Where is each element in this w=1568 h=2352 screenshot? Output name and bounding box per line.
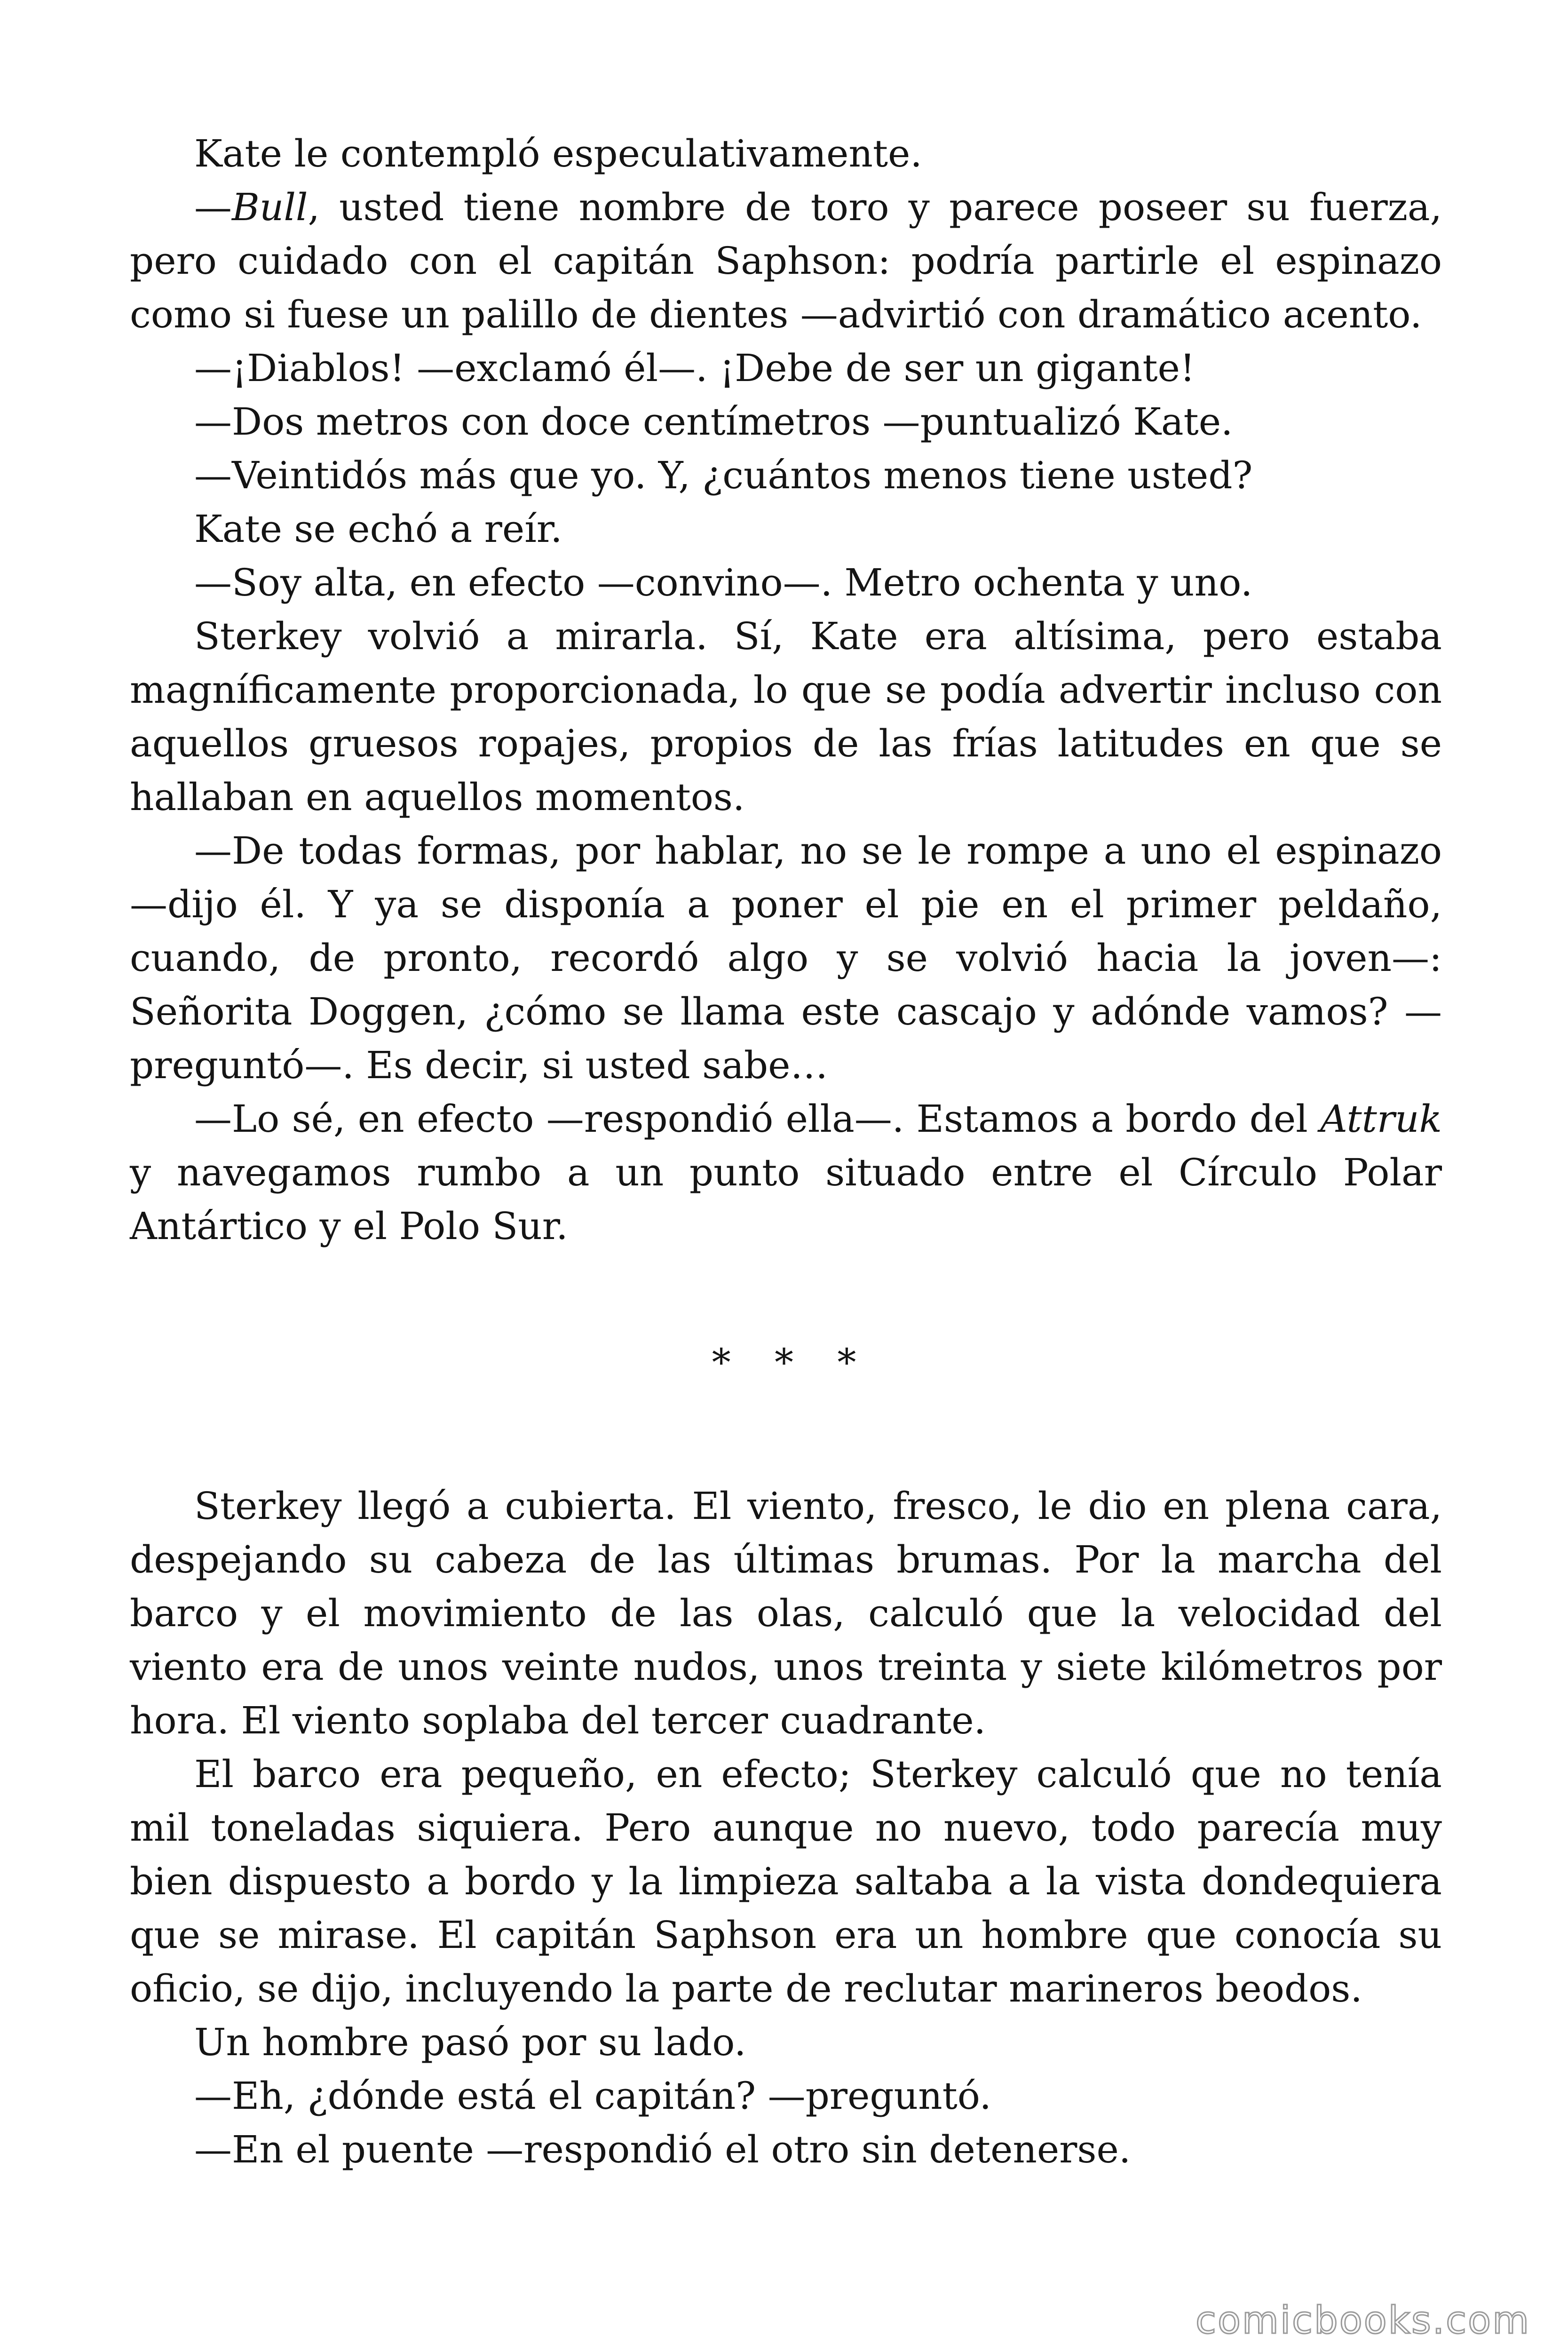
italic-name-bull: Bull [232,185,308,229]
paragraph [130,824,1442,1092]
paragraph-text: El barco era pequeño, en efecto; Sterkey calculó que no tenía mil toneladas siquiera. Pero aunque no nuevo, todo parecía muy bien dispuesto a bordo y la limpieza saltaba a la vista dondequiera que se mirase. El capitán Saphson era un hombre que conocía su oficio, se dijo, incluyendo la parte de reclutar marineros beodos. [130,1752,1442,2010]
text-section-2 [130,1479,1442,2177]
paragraph-text: —De todas formas, por hablar, no se le rompe a uno el espinazo —dijo él. Y ya se disponía a poner el pie en el primer peldaño, cuando, de pronto, recordó algo y se volvió hacia la joven—: Señorita Doggen, ¿cómo se llama este cascajo y adónde vamos? —preguntó—. Es decir, si usted sabe… [130,829,1442,1087]
paragraph [130,1479,1442,1748]
paragraph-text: Kate se echó a reír. [194,507,562,551]
paragraph [130,395,1442,449]
paragraph [130,502,1442,556]
paragraph [130,610,1442,824]
paragraph [130,2123,1442,2177]
paragraph-text: — [194,185,232,229]
paragraph [130,181,1442,342]
paragraph [130,2016,1442,2069]
paragraph-text: —Dos metros con doce centímetros —puntualizó Kate. [194,400,1233,444]
paragraph [130,449,1442,502]
paragraph-text: —Veintidós más que yo. Y, ¿cuántos menos tiene usted? [194,453,1253,497]
paragraph-text: —En el puente —respondió el otro sin detenerse. [194,2128,1131,2171]
paragraph [130,127,1442,181]
paragraph-text: Un hombre pasó por su lado. [194,2020,746,2064]
paragraph-text: y navegamos rumbo a un punto situado entre el Círculo Polar Antártico y el Polo Sur. [130,1151,1442,1248]
paragraph [130,2069,1442,2123]
paragraph [130,1092,1442,1253]
paragraph-text: —¡Diablos! —exclamó él—. ¡Debe de ser un gigante! [194,346,1195,390]
italic-ship-name: Attruk [1320,1097,1442,1141]
paragraph-text: —Eh, ¿dónde está el capitán? —preguntó. [194,2074,991,2118]
paragraph [130,556,1442,610]
paragraph-text: Kate le contempló especulativamente. [194,132,922,175]
paragraph [130,342,1442,395]
scene-break: * * * [712,1341,872,1384]
paragraph [130,1748,1442,2016]
paragraph-text: Sterkey volvió a mirarla. Sí, Kate era altísima, pero estaba magníficamente proporcionada, lo que se podía advertir incluso con aquellos gruesos ropajes, propios de las frías latitudes en que se hallaban en aquellos momentos. [130,614,1442,819]
paragraph-text: Sterkey llegó a cubierta. El viento, fresco, le dio en plena cara, despejando su cabeza de las últimas brumas. Por la marcha del barco y el movimiento de las olas, calculó que la velocidad del viento era de unos veinte nudos, unos treinta y siete kilómetros por hora. El viento soplaba del tercer cuadrante. [130,1484,1442,1742]
paragraph-text: , usted tiene nombre de toro y parece poseer su fuerza, pero cuidado con el capitán Saphson: podría partirle el espinazo como si fuese un palillo de dientes —advirtió con dramático acento. [130,185,1442,336]
paragraph-text: —Soy alta, en efecto —convino—. Metro ochenta y uno. [194,561,1253,604]
watermark: comicbooks.com [1195,2298,1530,2342]
paragraph-text: —Lo sé, en efecto —respondió ella—. Estamos a bordo del [194,1097,1321,1141]
text-section-1 [130,127,1442,1253]
